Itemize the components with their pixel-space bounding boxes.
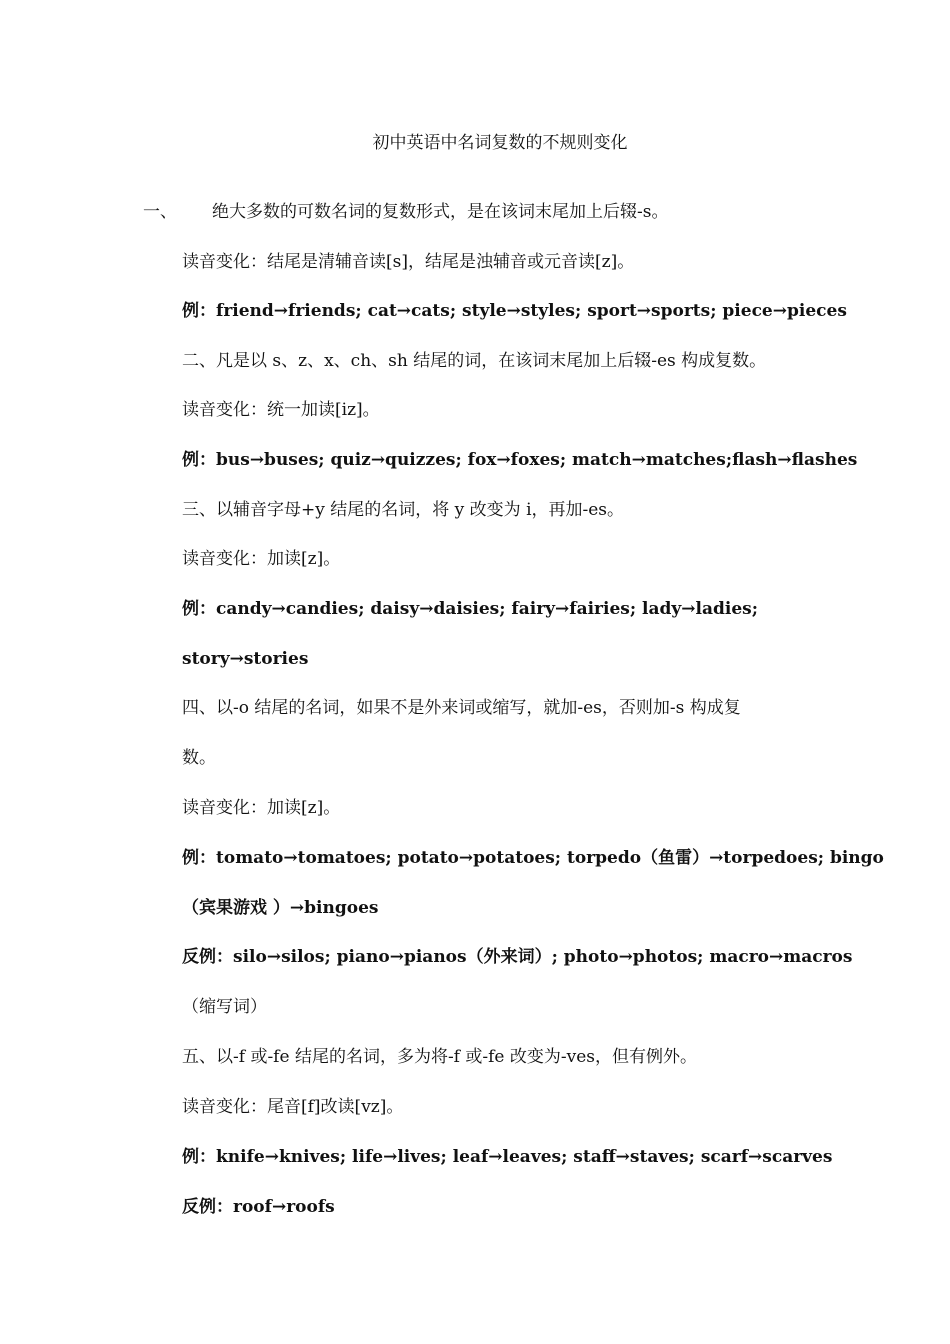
section-4-heading-continued: 数。 [182, 748, 216, 768]
section-4-pronunciation: 读音变化：加读[z]。 [182, 798, 341, 818]
section-5-heading: 五、以-f 或-fe 结尾的名词，多为将-f 或-fe 改变为-ves，但有例外。 [182, 1047, 698, 1067]
section-5-counterexamples: 反例：roof→roofs [182, 1197, 335, 1217]
section-4-examples: 例：tomato→tomatoes; potato→potatoes; torpedo（鱼雷）→torpedoes; bingo [182, 848, 884, 868]
section-1-heading: 绝大多数的可数名词的复数形式，是在该词末尾加上后辍-s。 [212, 202, 669, 222]
section-1-pronunciation: 读音变化：结尾是清辅音读[s]，结尾是浊辅音或元音读[z]。 [182, 252, 635, 272]
page-title: 初中英语中名词复数的不规则变化 [372, 133, 628, 153]
section-4-counterexamples-continued: （缩写词） [182, 997, 267, 1017]
section-3-examples-continued: story→stories [182, 649, 309, 669]
section-4-examples-continued: （宾果游戏 ）→bingoes [182, 898, 379, 918]
section-4-counterexamples: 反例：silo→silos; piano→pianos（外来词）; photo→photos; macro→macros [182, 947, 853, 967]
section-1-number: 一、 [143, 202, 177, 222]
section-1-examples: 例：friend→friends; cat→cats; style→styles; sport→sports; piece→pieces [182, 301, 847, 321]
section-3-examples: 例：candy→candies; daisy→daisies; fairy→fairies; lady→ladies; [182, 599, 759, 619]
section-3-heading: 三、以辅音字母+y 结尾的名词，将 y 改变为 i，再加-es。 [182, 500, 625, 520]
section-2-pronunciation: 读音变化：统一加读[iz]。 [182, 400, 380, 420]
section-4-heading: 四、以-o 结尾的名词，如果不是外来词或缩写，就加-es，否则加-s 构成复 [182, 698, 741, 718]
section-5-examples: 例：knife→knives; life→lives; leaf→leaves; staff→staves; scarf→scarves [182, 1147, 833, 1167]
section-2-heading: 二、凡是以 s、z、x、ch、sh 结尾的词，在该词末尾加上后辍-es 构成复数。 [182, 351, 767, 371]
section-3-pronunciation: 读音变化：加读[z]。 [182, 549, 341, 569]
section-2-examples: 例：bus→buses; quiz→quizzes; fox→foxes; match→matches;flash→flashes [182, 450, 858, 470]
section-5-pronunciation: 读音变化：尾音[f]改读[vz]。 [182, 1097, 404, 1117]
